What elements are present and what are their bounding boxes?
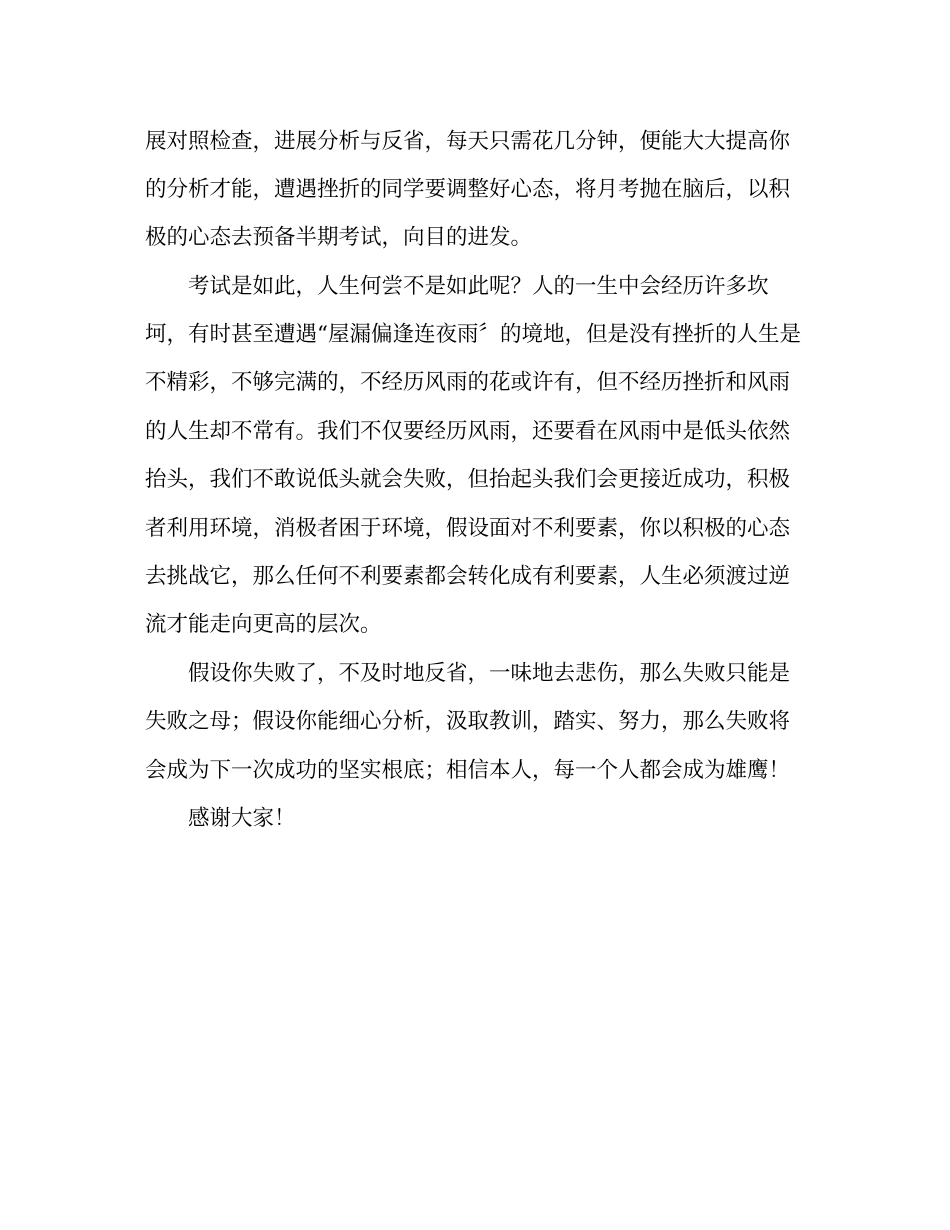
text-line: 去挑战它，那么任何不利要素都会转化成有利要素，人生必须渡过逆 bbox=[145, 564, 791, 589]
text-line: 失败之母；假设你能细心分析，汲取教训，踏实、努力，那么失败将 bbox=[145, 709, 791, 734]
text-line: 坷，有时甚至遭遇“屋漏偏逢连夜雨〞的境地，但是没有挫折的人生是 bbox=[145, 322, 801, 347]
text-line: 抬头，我们不敢说低头就会失败，但抬起头我们会更接近成功，积极 bbox=[145, 467, 791, 492]
text-line: 者利用环境，消极者困于环境，假设面对不利要素，你以积极的心态 bbox=[145, 516, 791, 541]
text-line: 流才能走向更高的层次。 bbox=[145, 612, 382, 637]
text-line: 的人生却不常有。我们不仅要经历风雨，还要看在风雨中是低头依然 bbox=[145, 419, 791, 444]
text-line: 不精彩，不够完满的，不经历风雨的花或许有，但不经历挫折和风雨 bbox=[145, 370, 791, 395]
text-line: 感谢大家！ bbox=[188, 806, 296, 831]
text-line: 会成为下一次成功的坚实根底；相信本人，每一个人都会成为雄鹰！ bbox=[145, 758, 791, 783]
text-line: 展对照检查，进展分析与反省，每天只需花几分钟，便能大大提高你 bbox=[145, 129, 791, 154]
text-line: 考试是如此，人生何尝不是如此呢？人的一生中会经历许多坎 bbox=[188, 274, 769, 299]
text-line: 极的心态去预备半期考试，向目的进发。 bbox=[145, 225, 533, 250]
text-line: 假设你失败了，不及时地反省，一味地去悲伤，那么失败只能是 bbox=[188, 661, 791, 686]
text-line: 的分析才能，遭遇挫折的同学要调整好心态，将月考抛在脑后，以积 bbox=[145, 177, 791, 202]
